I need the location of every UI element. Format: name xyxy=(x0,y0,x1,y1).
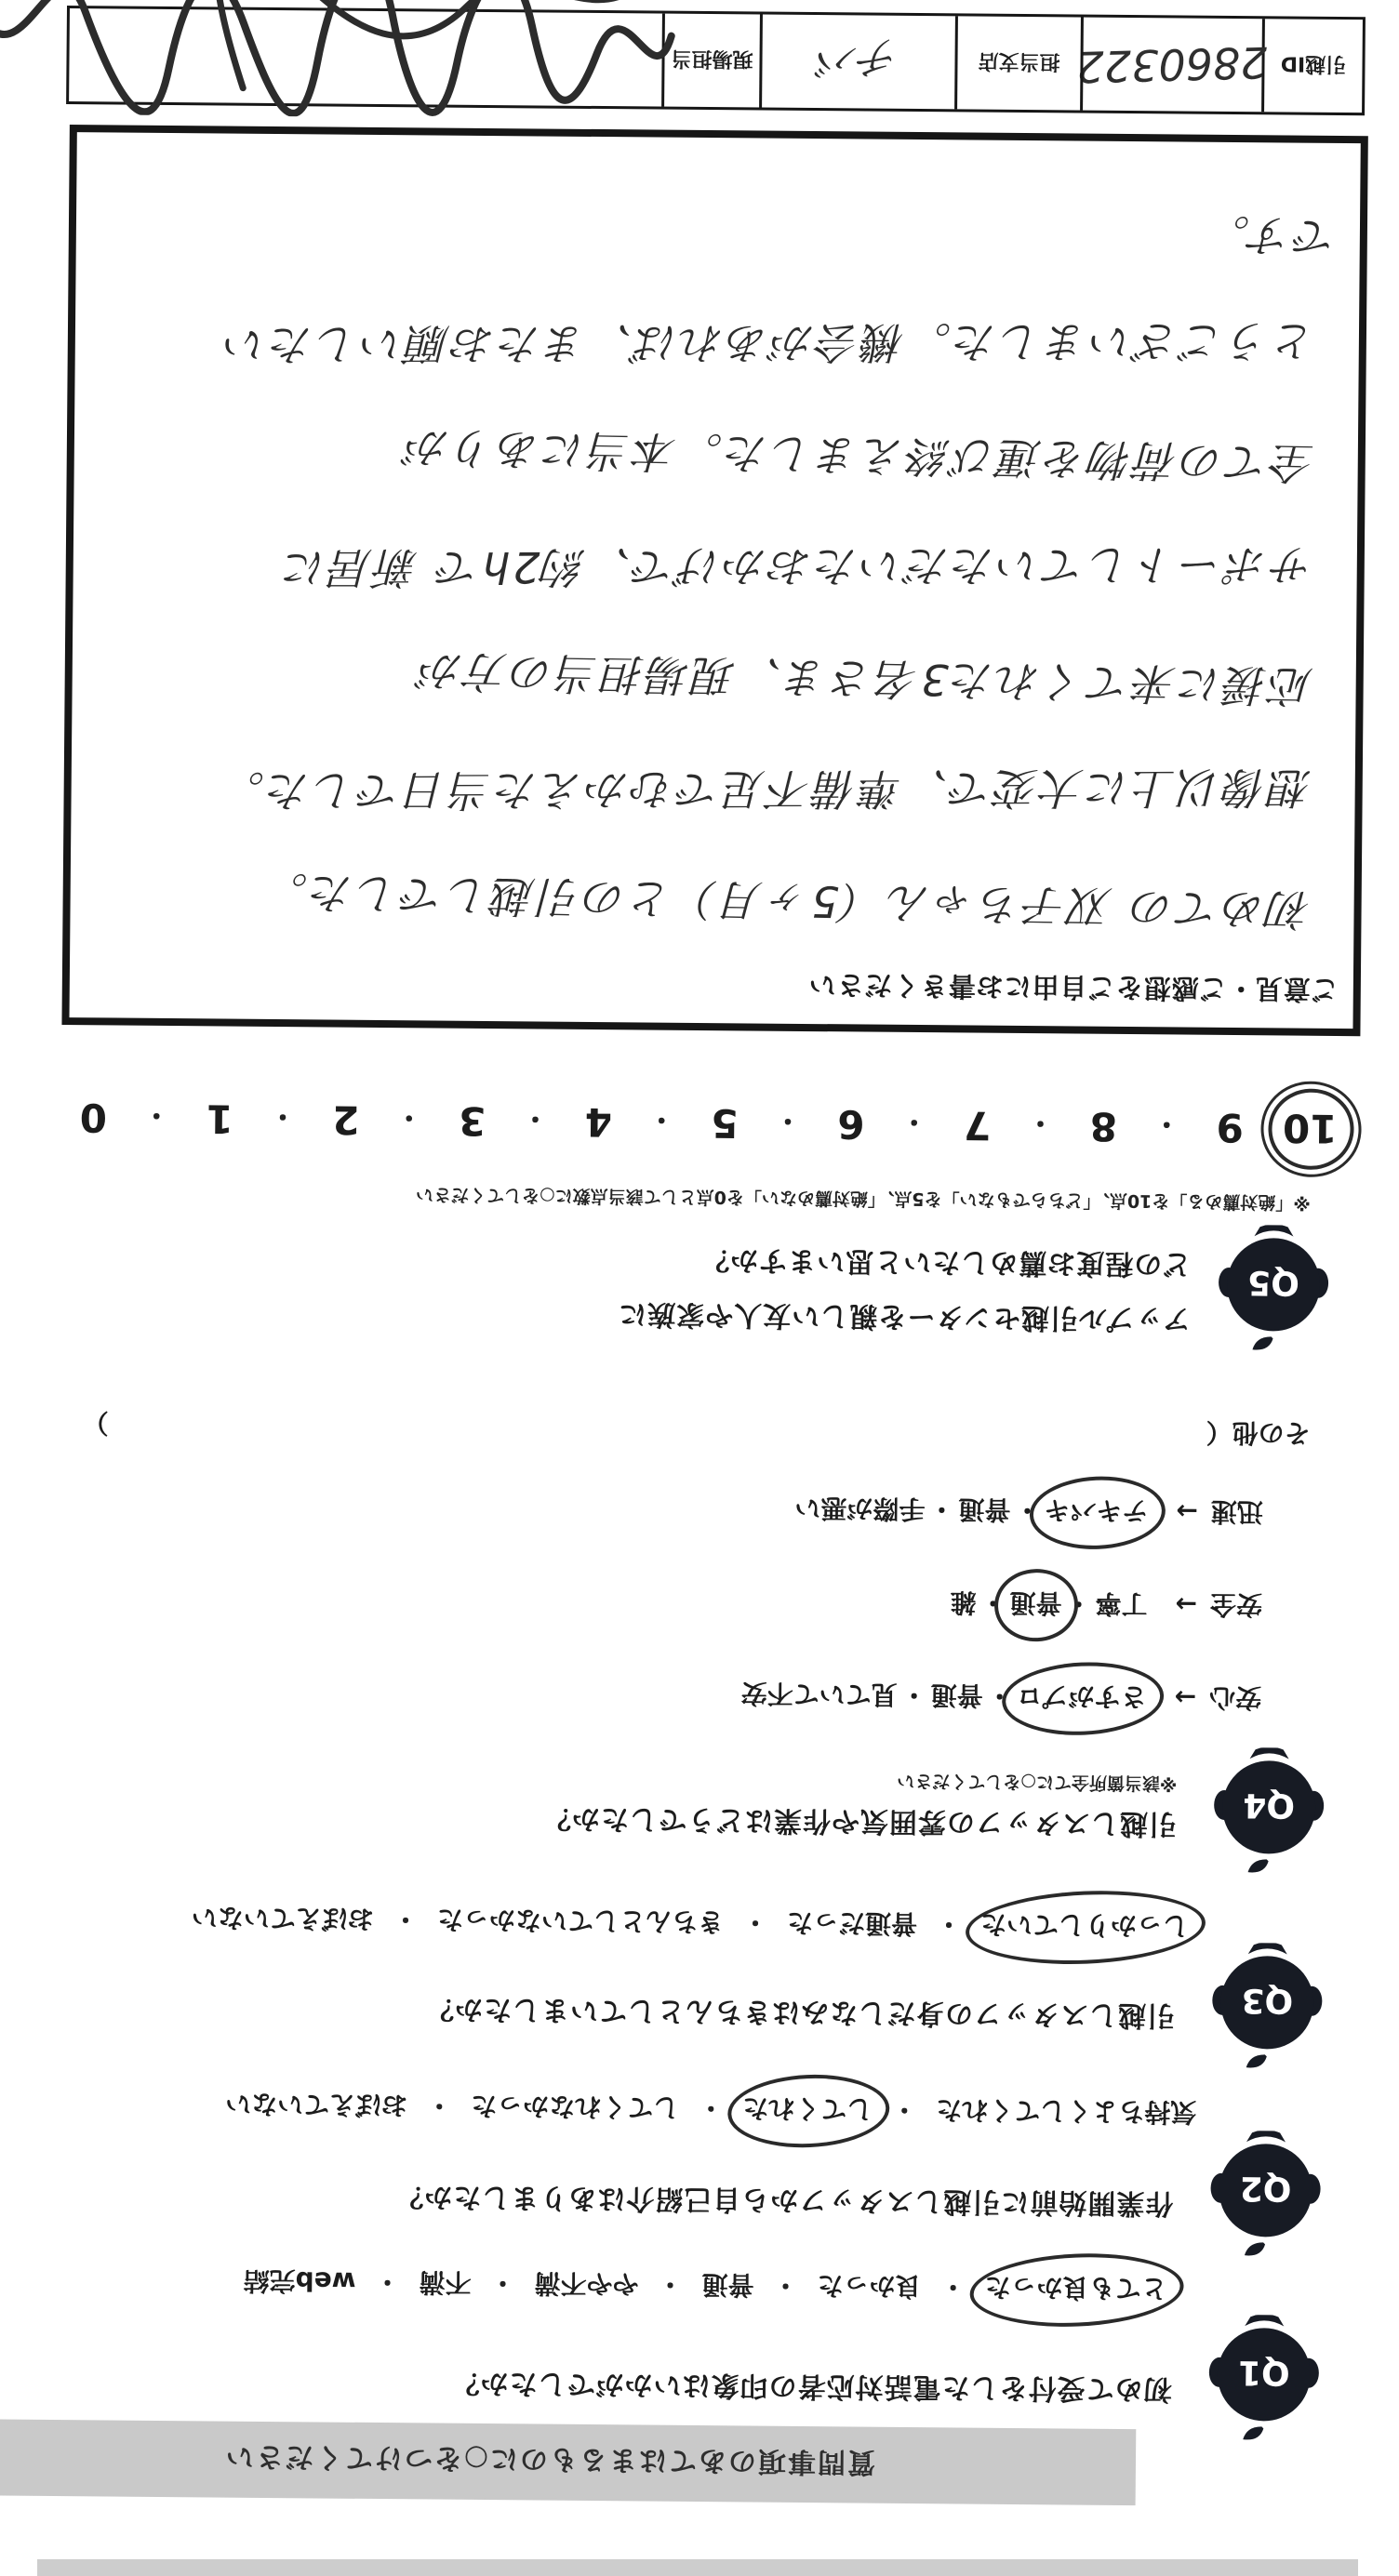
mascot-icon-q2 xyxy=(1208,2131,1323,2258)
q4-other-line xyxy=(83,1405,1311,1454)
comment-line-3: 応援に来てくれた3名さま、現場担当の方が xyxy=(417,645,1314,711)
option-テキパキ-selected: テキパキ xyxy=(1040,1493,1152,1531)
option-separator: ・ xyxy=(392,1904,420,1935)
option-良かった: 良かった xyxy=(817,2270,922,2303)
q4-other-close: ） xyxy=(82,1407,109,1439)
q4-row-label-安全: 安全 xyxy=(1209,1588,1263,1621)
option-separator: ・ xyxy=(979,1587,1006,1618)
option-普通: 普通 xyxy=(701,2269,754,2301)
scale-value-8: 8 xyxy=(1089,1103,1118,1149)
scale-separator: ・ xyxy=(142,1098,171,1132)
q4-row-label-安心: 安心 xyxy=(1209,1681,1262,1714)
id-table-value-引越ID xyxy=(1076,18,1269,113)
option-普通だった: 普通だった xyxy=(786,1906,918,1940)
q2-options xyxy=(221,2087,1200,2132)
option-普通: 普通 xyxy=(930,1680,983,1711)
svg-text:Q4: Q4 xyxy=(1243,1786,1296,1825)
option-気持ちよくしてくれた: 気持ちよくしてくれた xyxy=(936,2094,1197,2128)
svg-text:Q1: Q1 xyxy=(1237,2353,1290,2392)
q4-row-安全 xyxy=(946,1585,1262,1625)
signature-scrawl xyxy=(0,0,691,120)
option-separator: ・ xyxy=(489,2267,516,2299)
option-手際が悪い: 手際が悪い xyxy=(794,1492,926,1525)
q4-other-open: その他（ xyxy=(1206,1416,1311,1449)
id-table-value-現場担当 xyxy=(69,8,665,107)
option-おぼえていない: おぼえていない xyxy=(225,2088,408,2121)
option-separator: ・ xyxy=(426,2090,453,2121)
mascot-icon-q5 xyxy=(1216,1225,1330,1352)
instruction-bar-text: 質問事項のあてはまるものに○をつけてください xyxy=(223,2439,876,2478)
option-不満: 不満 xyxy=(419,2266,472,2298)
comment-line-1: 初めての 双子ちゃん（5ヶ月）との引越しでした。 xyxy=(261,866,1312,936)
scale-value-1: 1 xyxy=(206,1095,233,1142)
option-separator: ・ xyxy=(1014,1494,1041,1526)
id-table-value-担当支店 xyxy=(762,15,958,110)
q4-row-label-迅速: 迅速 xyxy=(1210,1495,1264,1528)
option-見ていて不安: 見ていて不安 xyxy=(740,1678,898,1710)
option-separator: ・ xyxy=(900,1679,927,1711)
comment-box-header: ご意見・ご感想をご自由にお書きください xyxy=(807,969,1339,1005)
comment-line-4: サポートしていただいたおかげで、約2hで 新居に xyxy=(281,538,1314,593)
mascot-icon-q1 xyxy=(1206,2315,1321,2442)
option-separator: ・ xyxy=(772,2269,799,2301)
option-separator: ・ xyxy=(374,2265,401,2298)
scale-value-4: 4 xyxy=(584,1098,613,1146)
comment-line-7: です。 xyxy=(1204,209,1339,262)
q3-options xyxy=(188,1900,1192,1945)
scale-value-7: 7 xyxy=(963,1102,992,1149)
option-普通: 普通 xyxy=(958,1494,1011,1525)
option-separator: ・ xyxy=(698,2092,725,2124)
question-title-q5-line2: どの程度お薦めしたいと思いますか？ xyxy=(700,1243,1192,1281)
scale-value-10-selected: 10 xyxy=(1279,1105,1341,1151)
option-とても良かった-selected: とても良かった xyxy=(980,2270,1170,2309)
option-separator: ・ xyxy=(1065,1587,1092,1619)
scale-value-6: 6 xyxy=(837,1101,865,1148)
scale-separator: ・ xyxy=(647,1103,676,1136)
id-table-label-text: 引越ID xyxy=(1280,51,1347,76)
id-table-label-text: 現場担当 xyxy=(671,46,753,71)
scale-value-5: 5 xyxy=(711,1100,739,1147)
q1-options xyxy=(239,2264,1170,2309)
option-きちんとしていなかった: きちんとしていなかった xyxy=(436,1904,725,1938)
scale-value-2: 2 xyxy=(332,1096,360,1143)
option-separator: ・ xyxy=(986,1680,1013,1711)
scan-edge-artifact xyxy=(37,2559,1358,2576)
instruction-bar xyxy=(0,2419,1136,2505)
q4-row-安心 xyxy=(737,1676,1261,1718)
q4-row-迅速 xyxy=(791,1491,1263,1532)
option-丁寧: 丁寧 xyxy=(1095,1587,1148,1620)
scale-value-0: 0 xyxy=(79,1095,108,1141)
handwritten-value: 2860322 xyxy=(1076,36,1269,93)
scale-separator: ・ xyxy=(1153,1107,1181,1141)
question-title-q4: 引越しスタッフの雰囲気や作業はどうでしたか？ xyxy=(541,1801,1178,1840)
scale-separator: ・ xyxy=(773,1104,803,1137)
question-note-q5: ※「絶対薦める」を10点、「どちらでもない」を5点、「絶対薦めない」を0点として該当点数に○をしてください xyxy=(416,1184,1311,1213)
option-web完結: web完結 xyxy=(243,2264,356,2297)
mascot-icon-q3 xyxy=(1210,1943,1325,2070)
arrow-icon: → xyxy=(1176,1495,1199,1527)
comment-line-5: 全ての荷物を運び終えました。本当にありが xyxy=(403,421,1316,489)
option-separator: ・ xyxy=(939,2271,966,2303)
q5-scale xyxy=(75,1095,1340,1151)
option-普通-selected: 普通 xyxy=(1006,1586,1065,1624)
mascot-icon-q4 xyxy=(1212,1747,1326,1875)
id-table-label-text: 担当支店 xyxy=(978,49,1060,73)
option-やや不満: やや不満 xyxy=(534,2267,639,2300)
option-separator: ・ xyxy=(928,1494,955,1525)
option-しっかりしていた-selected: しっかりしていた xyxy=(977,1907,1192,1946)
id-table-label-担当支店 xyxy=(957,16,1084,110)
scale-separator: ・ xyxy=(268,1099,298,1133)
option-separator: ・ xyxy=(891,2093,918,2126)
comment-line-6: とうございました。機会があれば、またお願いしたい xyxy=(221,315,1316,370)
svg-text:Q2: Q2 xyxy=(1239,2169,1292,2208)
handwritten-value: チバ xyxy=(815,31,902,87)
svg-text:Q3: Q3 xyxy=(1241,1981,1294,2020)
id-table xyxy=(66,6,1366,115)
scale-value-3: 3 xyxy=(458,1097,486,1144)
question-title-q3: 引越しスタッフの身だしなみはきちんとしていましたか？ xyxy=(425,1992,1176,2032)
question-note-q4: ※該当箇所全てに○をしてください xyxy=(897,1770,1178,1794)
option-おぼえていない: おぼえていない xyxy=(191,1902,375,1934)
scale-separator: ・ xyxy=(521,1101,550,1135)
scale-separator: ・ xyxy=(899,1105,928,1138)
option-さすがプロ-selected: さすがプロ xyxy=(1012,1679,1150,1717)
option-separator: ・ xyxy=(741,1906,769,1938)
arrow-icon: → xyxy=(1174,1681,1197,1713)
question-title-q1: 初めて受付をした電話対応者の印象はいかがでしたか？ xyxy=(450,2366,1172,2406)
svg-text:Q5: Q5 xyxy=(1247,1263,1300,1302)
question-title-q5-line1: アップル引越センターを親しい友人や家族に xyxy=(618,1297,1191,1335)
option-雑: 雑 xyxy=(950,1587,977,1618)
scale-value-9: 9 xyxy=(1216,1104,1245,1151)
scale-separator: ・ xyxy=(394,1100,423,1134)
comment-line-2: 想像以上に大変で、準備不足でむかえた当日でした。 xyxy=(219,762,1312,817)
comment-box xyxy=(61,125,1367,1036)
option-separator: ・ xyxy=(657,2268,684,2300)
scale-separator: ・ xyxy=(1026,1106,1055,1139)
option-してくれなかった: してくれなかった xyxy=(471,2090,680,2123)
option-してくれた-selected: してくれた xyxy=(739,2091,876,2129)
question-title-q2: 作業開始前に引越しスタッフから自己紹介はありましたか？ xyxy=(394,2180,1174,2220)
arrow-icon: → xyxy=(1175,1588,1198,1620)
option-separator: ・ xyxy=(935,1908,963,1940)
id-table-label-引越ID xyxy=(1264,19,1363,113)
